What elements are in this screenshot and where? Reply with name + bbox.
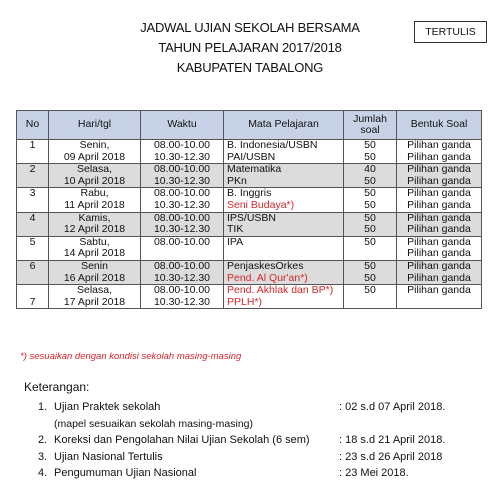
item-value: : 18 s.d 21 April 2018. bbox=[339, 434, 446, 446]
item-value: : 23 Mei 2018. bbox=[339, 467, 409, 479]
row-type-1: Pilihan ganda bbox=[407, 211, 471, 224]
row-no: 5 bbox=[17, 236, 49, 260]
item-label: Ujian Nasional Tertulis bbox=[54, 451, 163, 463]
row-time-1: 08.00-10.00 bbox=[153, 139, 211, 151]
row-time-2: 10.30-12.30 bbox=[153, 150, 211, 163]
table-row bbox=[17, 212, 482, 236]
tertulis-badge: TERTULIS bbox=[414, 21, 487, 43]
row-date: 09 April 2018 bbox=[63, 150, 126, 163]
item-number: 2. bbox=[38, 434, 48, 446]
row-type-2: Pilihan ganda bbox=[407, 223, 471, 236]
title-line-3: KABUPATEN TABALONG bbox=[176, 60, 324, 75]
row-date: 10 April 2018 bbox=[63, 174, 126, 187]
header-hari: Hari/tgl bbox=[49, 111, 141, 140]
row-type-2: Pilihan ganda bbox=[407, 198, 471, 211]
table-row bbox=[17, 285, 482, 309]
item-label: Koreksi dan Pengolahan Nilai Ujian Sekolah (6 sem) bbox=[54, 434, 310, 446]
item-label: Ujian Praktek sekolah bbox=[54, 401, 161, 413]
title-line-1: JADWAL UJIAN SEKOLAH BERSAMA bbox=[140, 20, 360, 35]
row-subject-1: PenjaskesOrkes bbox=[227, 259, 304, 272]
row-date: 12 April 2018 bbox=[63, 223, 126, 236]
row-count-2: 50 bbox=[364, 150, 376, 163]
row-type-1: Pilihan ganda bbox=[407, 139, 471, 151]
header-waktu: Waktu bbox=[141, 111, 224, 140]
item-value: : 23 s.d 26 April 2018 bbox=[339, 451, 443, 463]
item-value: : 02 s.d 07 April 2018. bbox=[339, 401, 446, 413]
row-subject-2: Pend. Al Qur'an*) bbox=[227, 271, 308, 284]
row-time-2: 10.30-12.30 bbox=[153, 271, 211, 284]
row-time-1: 08.00-10.00 bbox=[153, 163, 211, 176]
row-date: 11 April 2018 bbox=[64, 198, 125, 211]
row-time-2: 10.30-12.30 bbox=[153, 295, 211, 308]
table-row bbox=[17, 188, 482, 212]
row-subject-1: B. Inggris bbox=[227, 187, 272, 200]
item-number: 3. bbox=[38, 451, 48, 463]
row-time-1: 08.00-10.00 bbox=[153, 235, 211, 248]
row-time-2: 10.30-12.30 bbox=[153, 223, 211, 236]
row-subject-2: PAI/USBN bbox=[227, 150, 276, 163]
header-jumlah: Jumlah soal bbox=[344, 111, 397, 140]
item-sublabel: (mapel sesuaikan sekolah masing-masing) bbox=[54, 418, 254, 430]
row-no: 7 bbox=[17, 285, 49, 309]
row-type-1: Pilihan ganda bbox=[407, 284, 471, 297]
row-time-1: 08.00-10.00 bbox=[153, 284, 211, 297]
item-number: 1. bbox=[38, 401, 48, 413]
row-subject-2: PPLH*) bbox=[227, 295, 263, 308]
row-time-1: 08.00-10.00 bbox=[153, 187, 211, 200]
footnote: *) sesuaikan dengan kondisi sekolah masing-masing bbox=[20, 351, 242, 362]
row-type-2: Pilihan ganda bbox=[407, 150, 471, 163]
row-type-1: Pilihan ganda bbox=[407, 187, 471, 200]
row-count-2: 50 bbox=[364, 174, 376, 187]
title-line-2: TAHUN PELAJARAN 2017/2018 bbox=[158, 40, 342, 55]
row-count-2: 50 bbox=[364, 198, 376, 211]
row-date: 16 April 2018 bbox=[63, 271, 126, 284]
row-day: Kamis, bbox=[78, 211, 111, 224]
item-label: Pengumuman Ujian Nasional bbox=[54, 467, 197, 479]
row-no: 6 bbox=[17, 260, 49, 284]
header-no: No bbox=[17, 111, 49, 140]
row-type-1: Pilihan ganda bbox=[407, 163, 471, 176]
row-day: Selasa, bbox=[76, 163, 113, 176]
item-number: 4. bbox=[38, 467, 48, 479]
row-date: 17 April 2018 bbox=[63, 295, 126, 308]
row-day: Rabu, bbox=[80, 187, 109, 200]
row-count-1: 50 bbox=[364, 211, 376, 224]
row-count-1: 50 bbox=[364, 235, 376, 248]
row-count-1: 50 bbox=[364, 284, 376, 297]
row-no: 1 bbox=[17, 140, 49, 164]
row-count-2: 50 bbox=[364, 271, 376, 284]
row-subject-1: B. Indonesia/USBN bbox=[227, 139, 318, 151]
schedule-table bbox=[16, 110, 482, 309]
row-day: Senin bbox=[81, 259, 108, 272]
row-day: Senin, bbox=[79, 139, 110, 151]
row-count-1: 50 bbox=[364, 187, 376, 200]
row-date: 14 April 2018 bbox=[63, 247, 126, 260]
row-no: 3 bbox=[17, 188, 49, 212]
row-subject-1: Matematika bbox=[227, 163, 282, 176]
table-row bbox=[17, 260, 482, 284]
row-day: Selasa, bbox=[76, 284, 113, 297]
row-subject-2: PKn bbox=[227, 174, 247, 187]
row-count-1: 50 bbox=[364, 139, 376, 151]
row-type-1: Pilihan ganda bbox=[407, 259, 471, 272]
row-subject-1: Pend. Akhlak dan BP*) bbox=[227, 284, 334, 297]
row-type-2: Pilihan ganda bbox=[407, 174, 471, 187]
row-count-1: 50 bbox=[364, 259, 376, 272]
header-bentuk: Bentuk Soal bbox=[397, 111, 482, 140]
row-no: 4 bbox=[17, 212, 49, 236]
row-subject-1: IPA bbox=[227, 235, 244, 248]
header-mapel: Mata Pelajaran bbox=[224, 111, 344, 140]
row-subject-1: IPS/USBN bbox=[227, 211, 277, 224]
row-type-1: Pilihan ganda bbox=[407, 235, 471, 248]
table-header-row bbox=[17, 111, 482, 140]
row-time-2: 10.30-12.30 bbox=[153, 198, 211, 211]
row-type-2: Pilihan ganda bbox=[407, 247, 471, 260]
row-subject-2: TIK bbox=[227, 223, 244, 236]
row-time-2: 10.30-12.30 bbox=[153, 174, 211, 187]
row-no: 2 bbox=[17, 164, 49, 188]
row-subject-2: Seni Budaya*) bbox=[227, 198, 295, 211]
row-count-1: 40 bbox=[364, 163, 376, 176]
table-row bbox=[17, 236, 482, 260]
table-row bbox=[17, 164, 482, 188]
row-type-2: Pilihan ganda bbox=[407, 271, 471, 284]
row-count-2: 50 bbox=[364, 223, 376, 236]
row-time-2 bbox=[144, 248, 220, 260]
keterangan-title: Keterangan: bbox=[24, 380, 90, 394]
table-row bbox=[17, 140, 482, 164]
row-time-1: 08.00-10.00 bbox=[153, 259, 211, 272]
row-time-1: 08.00-10.00 bbox=[153, 211, 211, 224]
row-day: Sabtu, bbox=[79, 235, 110, 248]
